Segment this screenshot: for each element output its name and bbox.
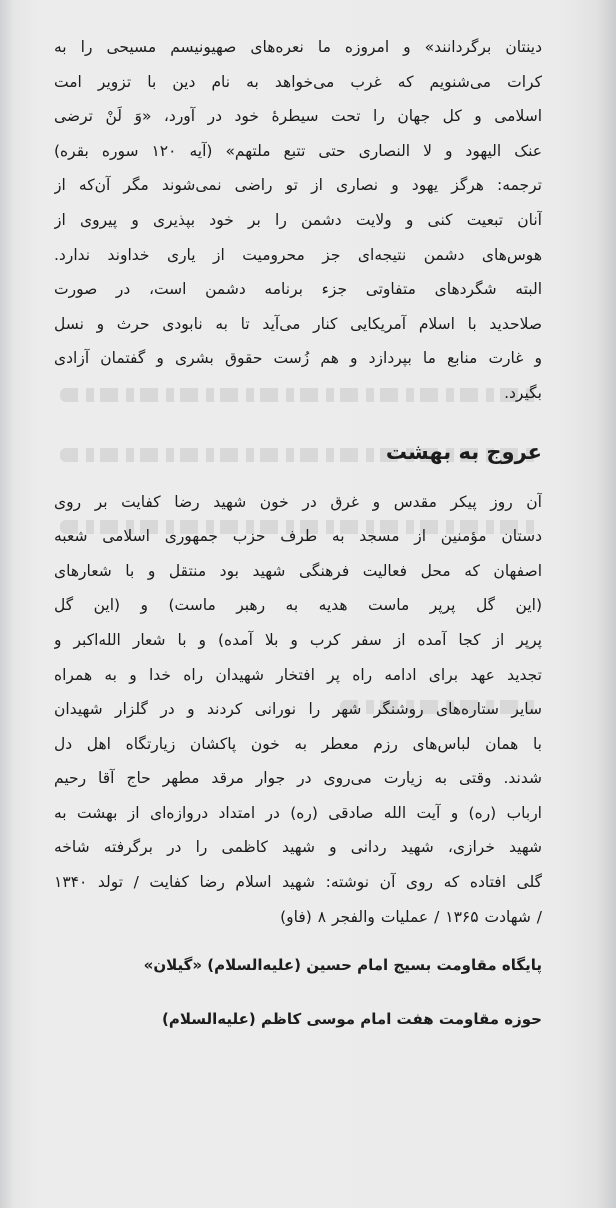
text-line: و غارت منابع ما بپردازد و هم زُست حقوق بشری و گفتمان آزادی <box>54 349 542 368</box>
text-line: گلی افتاده که روی آن نوشته: شهید اسلام رضا کفایت / تولد ۱۳۴۰ <box>54 873 542 892</box>
text-line: عنک الیهود و لا النصاری حتی تتبع ملتهم» (آیه ۱۲۰ سوره بقره) <box>54 141 542 160</box>
text-line: دستان مؤمنین از مسجد به طرف حزب جمهوری اسلامی شعبه <box>54 527 542 546</box>
text-line: اصفهان که محل فعالیت فرهنگی شهید بود منتقل و با شعارهای <box>54 561 542 580</box>
text-line: شدند. وقتی به زیارت می‌روی در جوار مرقد مطهر حاج آقا رحیم <box>54 769 542 788</box>
text-line: آن روز پیکر مقدس و غرق در خون شهید رضا کفایت بر روی <box>54 492 542 511</box>
text-line: شهید خرازی، شهید ردانی و شهید کاظمی را در برگرفته شاخه <box>54 838 542 857</box>
signature-office: حوزه مقاومت هفت امام موسی کاظم (علیه‌السلام) <box>162 1010 542 1029</box>
martyr-paragraph <box>54 485 542 935</box>
signature-base: پایگاه مقاومت بسیج امام حسین (علیه‌السلام) «گیلان» <box>143 956 542 975</box>
text-line: (این گل پرپر ماست هدیه به رهبر ماست) و (این گل <box>54 596 542 615</box>
intro-paragraph <box>54 30 542 411</box>
text-line: تجدید عهد برای ادامه راه پر افتخار شهیدان راه خدا و به همراه <box>54 665 542 684</box>
text-line: سایر ستاره‌های روشنگر شهر را نورانی کردند و در گلزار شهیدان <box>54 700 542 719</box>
text-line: دینتان برگردانند» و امروزه ما نعره‌های صهیونیسم مسیحی را به <box>54 38 542 56</box>
text-line: ترجمه: هرگز یهود و نصاری از تو راضی نمی‌شوند مگر آن‌که از <box>54 176 542 195</box>
text-line: / شهادت ۱۳۶۵ / عملیات والفجر ۸ (فاو) <box>280 907 542 926</box>
text-line: البته شگردهای متفاوتی جزء برنامه دشمن است، در صورت <box>54 280 542 299</box>
text-line: اسلامی و کل جهان را تحت سیطرهٔ خود در آورد، «وَ لَنْ ترضی <box>54 107 542 126</box>
text-line: پرپر از کجا آمده از سفر کرب و بلا آمده) و با شعار الله‌اکبر و <box>54 630 542 649</box>
text-line: بگیرد. <box>504 383 542 402</box>
section-heading: عروج به بهشت <box>385 439 542 464</box>
text-line: کرات می‌شنویم که غرب می‌خواهد به نام دین با تزویر امت <box>54 72 542 91</box>
text-line: با همان لباس‌های رزم معطر به خون پاکشان زیارتگاه اهل دل <box>54 734 542 753</box>
text-column <box>18 0 598 1208</box>
text-line: هوس‌های دشمن نتیجه‌ای جز محرومیت از یاری خداوند ندارد. <box>54 245 542 264</box>
text-line: ارباب (ره) و آیت الله صادقی (ره) در امتداد دروازه‌ای از بهشت به <box>54 803 542 822</box>
text-line: صلاحدید با اسلام آمریکایی کنار می‌آید تا به نابودی حرث و نسل <box>54 314 542 333</box>
text-line: آنان تبعیت کنی و ولایت دشمن را بر خود بپذیری و پیروی از <box>54 210 542 229</box>
